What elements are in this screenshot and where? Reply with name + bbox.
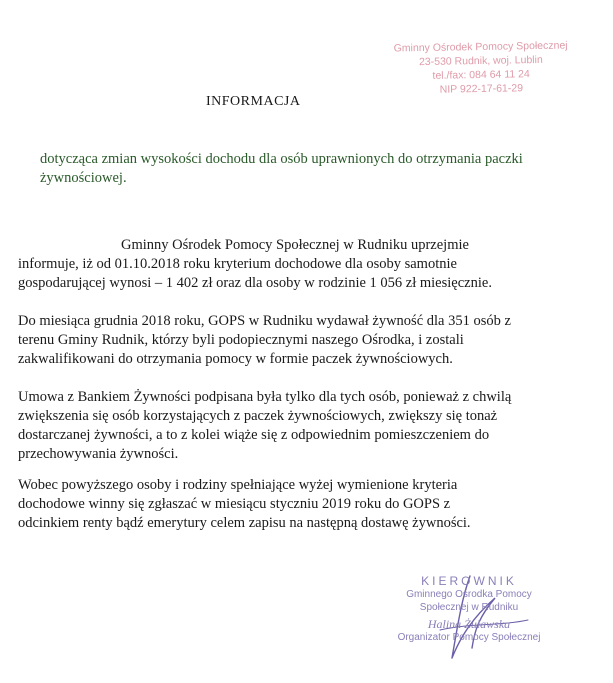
signature-role: Organizator Pomocy Społecznej bbox=[397, 632, 541, 643]
paragraph-line: terenu Gminy Rudnik, którzy byli podopiecznymi naszego Ośrodka, i zostali bbox=[18, 332, 464, 348]
paragraph-line: dochodowe winny się zgłaszać w miesiącu styczniu 2019 roku do GOPS z bbox=[18, 496, 451, 512]
subtitle-line: żywnościowej. bbox=[40, 170, 127, 186]
paragraph-food-bank bbox=[18, 388, 578, 464]
director-signature-block bbox=[384, 575, 554, 644]
paragraph-registration bbox=[18, 476, 578, 533]
paragraph-line: odcinkiem renty bądź emerytury celem zapisu na następną dostawę żywności. bbox=[18, 515, 471, 531]
paragraph-line: Do miesiąca grudnia 2018 roku, GOPS w Rudniku wydawał żywność dla 351 osób z bbox=[18, 313, 511, 329]
paragraph-line: Wobec powyższego osoby i rodziny spełniające wyżej wymienione kryteria bbox=[18, 477, 458, 493]
paragraph-criteria bbox=[18, 236, 578, 293]
stamp-line: 23-530 Rudnik, woj. Lublin bbox=[418, 53, 543, 69]
stamp-line: Gminny Ośrodek Pomocy Społecznej bbox=[393, 39, 568, 55]
document-subtitle bbox=[40, 150, 580, 188]
paragraph-line: przechowywania żywności. bbox=[18, 446, 179, 462]
signature-line: Gminnego Ośrodka Pomocy bbox=[406, 589, 532, 600]
document-title: INFORMACJA bbox=[206, 94, 301, 109]
stamp-line: NIP 922-17-61-29 bbox=[439, 82, 524, 96]
paragraph-line: zwiększenia się osób korzystających z paczek żywnościowych, zwiększy się tonaż bbox=[18, 408, 498, 424]
paragraph-line: gospodarującej wynosi – 1 402 zł oraz dla osoby w rodzinie 1 056 zł miesięcznie. bbox=[18, 275, 492, 291]
signature-title: KIEROWNIK bbox=[421, 574, 517, 588]
paragraph-line: dostarczanej żywności, a to z kolei wiąże się z odpowiednim pomieszczeniem do bbox=[18, 427, 490, 443]
signature-line: Społecznej w Rudniku bbox=[419, 602, 519, 613]
paragraph-line: informuje, iż od 01.10.2018 roku kryterium dochodowe dla osoby samotnie bbox=[18, 256, 457, 272]
paragraph-line: Umowa z Bankiem Żywności podpisana była tylko dla tych osób, ponieważ z chwilą bbox=[18, 389, 512, 405]
paragraph-line: zakwalifikowani do otrzymania pomocy w formie paczek żywnościowych. bbox=[18, 351, 453, 367]
office-stamp bbox=[386, 38, 577, 97]
paragraph-line: Gminny Ośrodek Pomocy Społecznej w Rudniku uprzejmie bbox=[121, 237, 469, 253]
signature-name: Halina Żuławska bbox=[427, 617, 511, 631]
stamp-line: tel./fax: 084 64 11 24 bbox=[432, 68, 530, 82]
subtitle-line: dotycząca zmian wysokości dochodu dla osób uprawnionych do otrzymania paczki bbox=[40, 151, 523, 167]
paragraph-distribution bbox=[18, 312, 578, 369]
